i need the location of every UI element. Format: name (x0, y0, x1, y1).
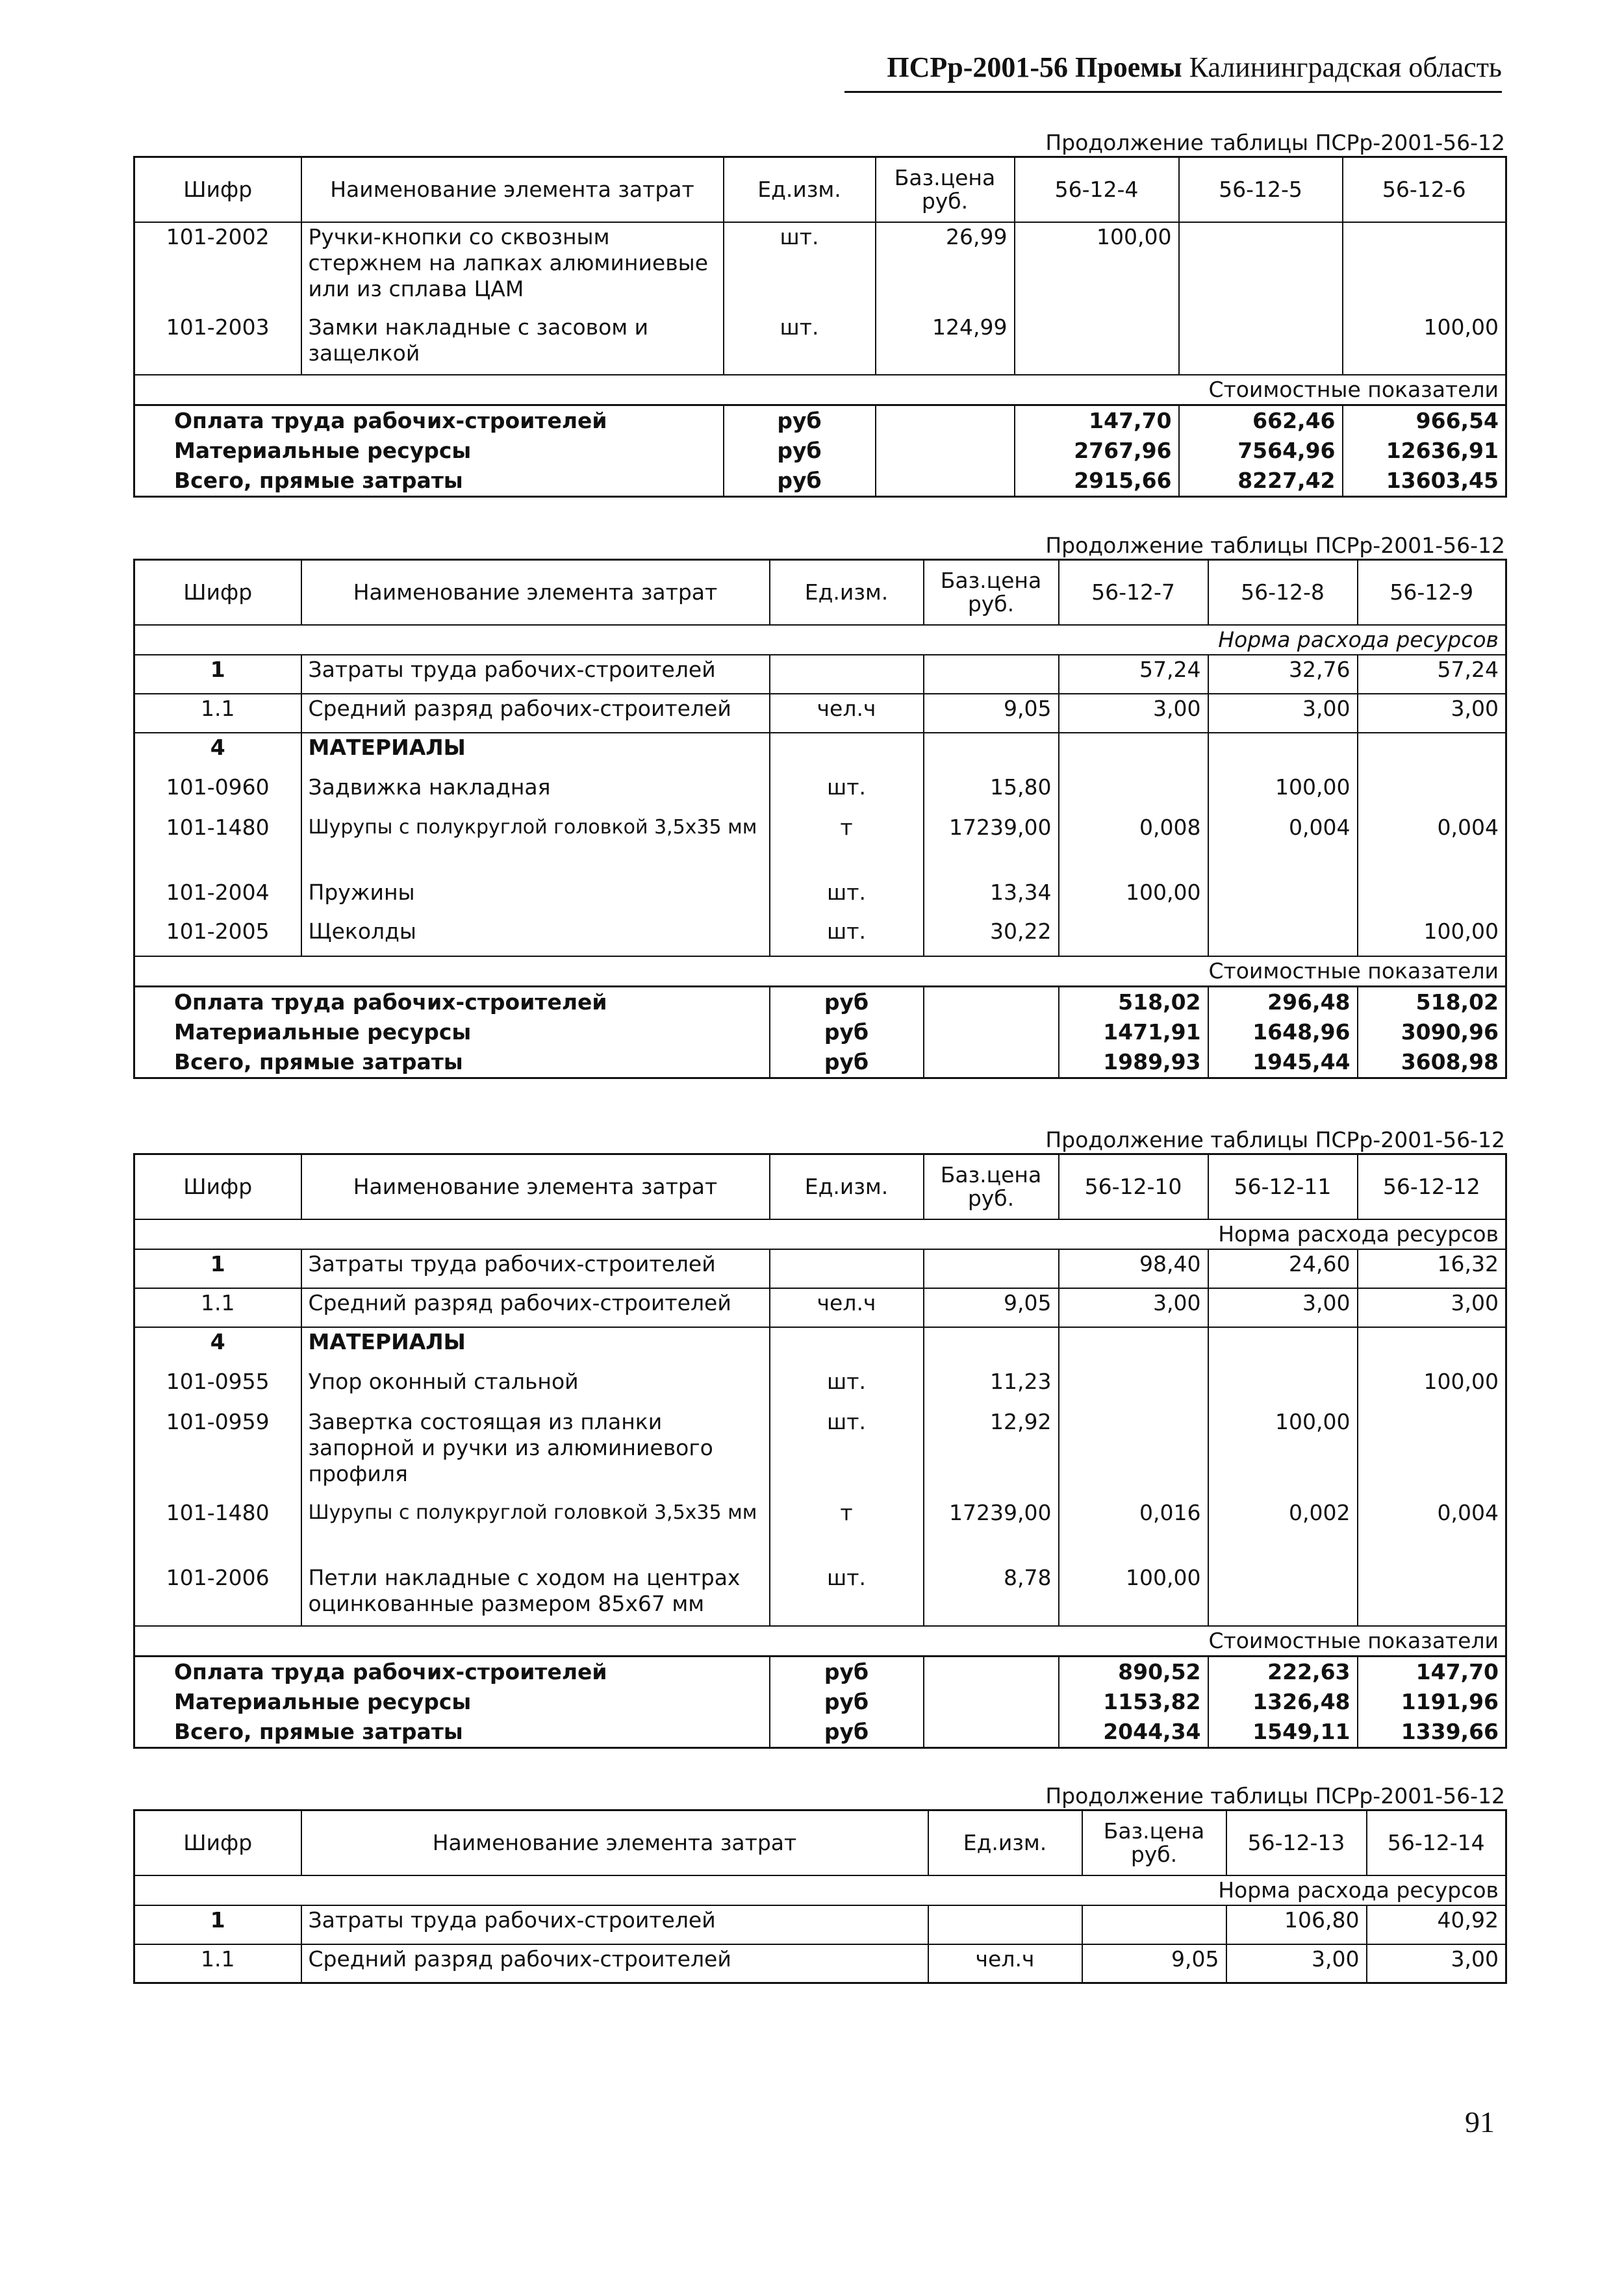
empty-cell (1059, 733, 1208, 773)
total-label: Всего, прямые затраты (134, 466, 724, 497)
row-value: 3,00 (1059, 694, 1208, 733)
cost-band-label: Стоимостные показатели (134, 1626, 1506, 1657)
row-unit: шт. (770, 1564, 924, 1626)
row-value: 16,32 (1358, 1249, 1506, 1288)
header-rule (844, 91, 1502, 93)
row-name: Щеколды (301, 917, 770, 956)
cost-band-row (134, 956, 1506, 987)
row-unit: т (770, 813, 924, 878)
table-row (134, 1499, 1506, 1564)
row-value (1208, 1564, 1358, 1626)
unit-rub: руб (770, 1717, 924, 1748)
wage-value: 222,63 (1208, 1656, 1358, 1687)
row-price: 17239,00 (924, 1499, 1059, 1564)
row-code: 4 (134, 1327, 301, 1367)
materials-total-row (134, 1017, 1506, 1047)
col-unit-header: Ед.изм. (770, 560, 924, 625)
row-value (1015, 313, 1179, 375)
row-price: 17239,00 (924, 813, 1059, 878)
col-unit-header: Ед.изм. (724, 157, 876, 222)
col-name-header: Наименование элемента затрат (301, 560, 770, 625)
empty-cell (1208, 1327, 1358, 1367)
unit-rub: руб (724, 405, 876, 436)
row-price (924, 1249, 1059, 1288)
row-unit (770, 1249, 924, 1288)
table-row (134, 1288, 1506, 1327)
total-value: 8227,42 (1179, 466, 1343, 497)
row-price (1082, 1905, 1226, 1944)
row-value: 32,76 (1208, 655, 1358, 694)
table-header-row (134, 1810, 1506, 1875)
unit-rub: руб (770, 1047, 924, 1078)
row-name: Средний разряд рабочих-строителей (301, 1944, 928, 1983)
row-price: 11,23 (924, 1367, 1059, 1408)
row-unit: т (770, 1499, 924, 1564)
row-value: 0,002 (1208, 1499, 1358, 1564)
norm-band-label: Норма расхода ресурсов (134, 625, 1506, 655)
resource-table (133, 1809, 1507, 1984)
norm-band-label: Норма расхода ресурсов (134, 1875, 1506, 1905)
row-name: Шурупы с полукруглой головкой 3,5х35 мм (301, 813, 770, 878)
row-code: 4 (134, 733, 301, 773)
row-value: 3,00 (1208, 1288, 1358, 1327)
row-value: 100,00 (1343, 313, 1506, 375)
row-code: 101-1480 (134, 813, 301, 878)
row-value (1358, 1408, 1506, 1499)
row-value: 100,00 (1208, 773, 1358, 813)
row-code: 101-2002 (134, 222, 301, 313)
resource-table (133, 559, 1507, 1079)
total-value: 1339,66 (1358, 1717, 1506, 1748)
row-code: 1 (134, 655, 301, 694)
row-price: 13,34 (924, 878, 1059, 917)
materials-label: Материальные ресурсы (134, 1017, 770, 1047)
row-value (1059, 1408, 1208, 1499)
row-price: 8,78 (924, 1564, 1059, 1626)
empty-cell (924, 1717, 1059, 1748)
row-price: 9,05 (1082, 1944, 1226, 1983)
table-header-row (134, 157, 1506, 222)
wage-label: Оплата труда рабочих-строителей (134, 986, 770, 1017)
table-caption: Продолжение таблицы ПСРр-2001-56-12 (1045, 1783, 1505, 1809)
row-price: 12,92 (924, 1408, 1059, 1499)
table-caption: Продолжение таблицы ПСРр-2001-56-12 (1045, 1127, 1505, 1152)
row-code: 1.1 (134, 1288, 301, 1327)
row-price: 26,99 (876, 222, 1015, 313)
total-value: 1945,44 (1208, 1047, 1358, 1078)
cost-band-label: Стоимостные показатели (134, 375, 1506, 405)
wage-value: 518,02 (1059, 986, 1208, 1017)
col-norm-header: 56-12-5 (1179, 157, 1343, 222)
unit-rub: руб (770, 1017, 924, 1047)
total-value: 1549,11 (1208, 1717, 1358, 1748)
row-value: 0,004 (1358, 813, 1506, 878)
col-norm-header: 56-12-7 (1059, 560, 1208, 625)
empty-cell (924, 1327, 1059, 1367)
wage-value: 662,46 (1179, 405, 1343, 436)
row-value: 0,016 (1059, 1499, 1208, 1564)
table-row (134, 655, 1506, 694)
norm-band-row (134, 1875, 1506, 1905)
materials-value: 7564,96 (1179, 436, 1343, 466)
col-price-header: Баз.цена руб. (876, 157, 1015, 222)
row-code: 101-1480 (134, 1499, 301, 1564)
total-value: 2915,66 (1015, 466, 1179, 497)
row-value: 3,00 (1226, 1944, 1367, 1983)
table-row (134, 917, 1506, 956)
table-block-3 (133, 1127, 1505, 1749)
row-value: 100,00 (1059, 878, 1208, 917)
row-code: 101-2003 (134, 313, 301, 375)
wage-value: 296,48 (1208, 986, 1358, 1017)
row-code: 101-2006 (134, 1564, 301, 1626)
row-value (1208, 1367, 1358, 1408)
empty-cell (876, 436, 1015, 466)
table-header-row (134, 560, 1506, 625)
row-price: 124,99 (876, 313, 1015, 375)
empty-cell (770, 1327, 924, 1367)
table-row (134, 694, 1506, 733)
row-value: 0,004 (1208, 813, 1358, 878)
total-value: 3608,98 (1358, 1047, 1506, 1078)
row-value: 3,00 (1367, 1944, 1506, 1983)
col-name-header: Наименование элемента затрат (301, 157, 724, 222)
materials-value: 1153,82 (1059, 1687, 1208, 1717)
row-code: 1 (134, 1905, 301, 1944)
materials-value: 12636,91 (1343, 436, 1506, 466)
table-block-2 (133, 533, 1505, 1079)
materials-value: 1191,96 (1358, 1687, 1506, 1717)
total-value: 2044,34 (1059, 1717, 1208, 1748)
row-value: 3,00 (1358, 694, 1506, 733)
empty-cell (1358, 733, 1506, 773)
col-name-header: Наименование элемента затрат (301, 1154, 770, 1219)
wage-label: Оплата труда рабочих-строителей (134, 1656, 770, 1687)
empty-cell (924, 986, 1059, 1017)
row-unit: шт. (770, 773, 924, 813)
row-unit: шт. (770, 878, 924, 917)
materials-label: Материальные ресурсы (134, 436, 724, 466)
empty-cell (876, 466, 1015, 497)
empty-cell (924, 1656, 1059, 1687)
row-value: 100,00 (1208, 1408, 1358, 1499)
row-name: Петли накладные с ходом на центрах оцинкованные размером 85х67 мм (301, 1564, 770, 1626)
row-value (1358, 773, 1506, 813)
row-value: 3,00 (1059, 1288, 1208, 1327)
row-name: Шурупы с полукруглой головкой 3,5х35 мм (301, 1499, 770, 1564)
row-value: 40,92 (1367, 1905, 1506, 1944)
unit-rub: руб (770, 986, 924, 1017)
col-price-header: Баз.цена руб. (924, 1154, 1059, 1219)
row-value (1358, 1564, 1506, 1626)
resource-table (133, 1153, 1507, 1749)
cost-band-row (134, 375, 1506, 405)
row-code: 101-0955 (134, 1367, 301, 1408)
total-value: 1989,93 (1059, 1047, 1208, 1078)
row-value: 100,00 (1015, 222, 1179, 313)
col-price-header: Баз.цена руб. (924, 560, 1059, 625)
materials-value: 1648,96 (1208, 1017, 1358, 1047)
col-code-header: Шифр (134, 1154, 301, 1219)
section-title: МАТЕРИАЛЫ (301, 1327, 770, 1367)
wage-total-row (134, 986, 1506, 1017)
unit-rub: руб (724, 466, 876, 497)
col-norm-header: 56-12-11 (1208, 1154, 1358, 1219)
col-norm-header: 56-12-10 (1059, 1154, 1208, 1219)
col-norm-header: 56-12-6 (1343, 157, 1506, 222)
row-price: 9,05 (924, 694, 1059, 733)
row-value: 24,60 (1208, 1249, 1358, 1288)
total-label: Всего, прямые затраты (134, 1717, 770, 1748)
table-row (134, 878, 1506, 917)
materials-value: 3090,96 (1358, 1017, 1506, 1047)
row-value: 106,80 (1226, 1905, 1367, 1944)
row-unit: чел.ч (770, 694, 924, 733)
row-value (1059, 773, 1208, 813)
col-code-header: Шифр (134, 1810, 301, 1875)
row-unit (928, 1905, 1082, 1944)
empty-cell (876, 405, 1015, 436)
col-name-header: Наименование элемента затрат (301, 1810, 928, 1875)
empty-cell (770, 733, 924, 773)
row-unit: шт. (724, 313, 876, 375)
table-row (134, 313, 1506, 375)
norm-band-row (134, 625, 1506, 655)
col-norm-header: 56-12-12 (1358, 1154, 1506, 1219)
table-caption: Продолжение таблицы ПСРр-2001-56-12 (1045, 533, 1505, 558)
table-row (134, 1905, 1506, 1944)
wage-value: 518,02 (1358, 986, 1506, 1017)
unit-rub: руб (770, 1656, 924, 1687)
row-unit: шт. (770, 917, 924, 956)
page-number: 91 (1465, 2105, 1495, 2139)
empty-cell (1208, 733, 1358, 773)
table-row (134, 1944, 1506, 1983)
row-code: 1.1 (134, 694, 301, 733)
col-price-header: Баз.цена руб. (1082, 1810, 1226, 1875)
table-block-4 (133, 1783, 1505, 1984)
table-row (134, 1408, 1506, 1499)
row-name: Упор оконный стальной (301, 1367, 770, 1408)
row-unit (770, 655, 924, 694)
col-norm-header: 56-12-9 (1358, 560, 1506, 625)
empty-cell (924, 1017, 1059, 1047)
row-name: Задвижка накладная (301, 773, 770, 813)
row-value (1179, 313, 1343, 375)
cost-band-row (134, 1626, 1506, 1657)
materials-value: 1326,48 (1208, 1687, 1358, 1717)
total-value: 13603,45 (1343, 466, 1506, 497)
row-code: 101-2005 (134, 917, 301, 956)
row-unit: шт. (724, 222, 876, 313)
region-name: Калининградская область (1189, 51, 1502, 83)
row-code: 101-0960 (134, 773, 301, 813)
row-unit: чел.ч (770, 1288, 924, 1327)
col-norm-header: 56-12-8 (1208, 560, 1358, 625)
cost-band-label: Стоимостные показатели (134, 956, 1506, 987)
col-norm-header: 56-12-14 (1367, 1810, 1506, 1875)
wage-value: 890,52 (1059, 1656, 1208, 1687)
empty-cell (924, 733, 1059, 773)
wage-total-row (134, 1656, 1506, 1687)
row-value: 57,24 (1059, 655, 1208, 694)
row-value: 57,24 (1358, 655, 1506, 694)
wage-total-row (134, 405, 1506, 436)
table-header-row (134, 1154, 1506, 1219)
table-block-1 (133, 130, 1505, 498)
col-code-header: Шифр (134, 157, 301, 222)
row-code: 101-2004 (134, 878, 301, 917)
row-value (1358, 878, 1506, 917)
section-title: МАТЕРИАЛЫ (301, 733, 770, 773)
wage-value: 147,70 (1015, 405, 1179, 436)
row-price: 15,80 (924, 773, 1059, 813)
col-code-header: Шифр (134, 560, 301, 625)
total-label: Всего, прямые затраты (134, 1047, 770, 1078)
row-value (1208, 878, 1358, 917)
row-name: Замки накладные с засовом и защелкой (301, 313, 724, 375)
row-value (1343, 222, 1506, 313)
table-row (134, 1564, 1506, 1626)
section-row (134, 1327, 1506, 1367)
unit-rub: руб (770, 1687, 924, 1717)
row-price: 9,05 (924, 1288, 1059, 1327)
direct-costs-row (134, 1047, 1506, 1078)
row-unit: чел.ч (928, 1944, 1082, 1983)
table-row (134, 813, 1506, 878)
row-value: 3,00 (1208, 694, 1358, 733)
section-row (134, 733, 1506, 773)
table-caption: Продолжение таблицы ПСРр-2001-56-12 (1045, 130, 1505, 155)
empty-cell (924, 1687, 1059, 1717)
col-norm-header: 56-12-13 (1226, 1810, 1367, 1875)
empty-cell (924, 1047, 1059, 1078)
wage-label: Оплата труда рабочих-строителей (134, 405, 724, 436)
row-name: Завертка состоящая из планки запорной и ручки из алюминиевого профиля (301, 1408, 770, 1499)
direct-costs-row (134, 1717, 1506, 1748)
row-code: 1.1 (134, 1944, 301, 1983)
row-value (1179, 222, 1343, 313)
materials-total-row (134, 436, 1506, 466)
row-value (1208, 917, 1358, 956)
norm-band-row (134, 1219, 1506, 1249)
row-name: Пружины (301, 878, 770, 917)
table-row (134, 773, 1506, 813)
row-name: Затраты труда рабочих-строителей (301, 1249, 770, 1288)
row-value (1059, 1367, 1208, 1408)
table-row (134, 1367, 1506, 1408)
row-value: 98,40 (1059, 1249, 1208, 1288)
col-unit-header: Ед.изм. (928, 1810, 1082, 1875)
table-row (134, 1249, 1506, 1288)
empty-cell (1358, 1327, 1506, 1367)
row-name: Затраты труда рабочих-строителей (301, 655, 770, 694)
col-norm-header: 56-12-4 (1015, 157, 1179, 222)
row-code: 101-0959 (134, 1408, 301, 1499)
row-name: Ручки-кнопки со сквозным стержнем на лапках алюминиевые или из сплава ЦАМ (301, 222, 724, 313)
page-header (887, 51, 1502, 84)
row-value: 0,004 (1358, 1499, 1506, 1564)
materials-value: 2767,96 (1015, 436, 1179, 466)
col-unit-header: Ед.изм. (770, 1154, 924, 1219)
materials-label: Материальные ресурсы (134, 1687, 770, 1717)
materials-total-row (134, 1687, 1506, 1717)
row-value: 100,00 (1358, 1367, 1506, 1408)
direct-costs-row (134, 466, 1506, 497)
resource-table (133, 156, 1507, 498)
row-name: Средний разряд рабочих-строителей (301, 1288, 770, 1327)
row-unit: шт. (770, 1408, 924, 1499)
row-value: 100,00 (1358, 917, 1506, 956)
unit-rub: руб (724, 436, 876, 466)
document-code: ПСРр-2001-56 Проемы (887, 51, 1182, 83)
wage-value: 147,70 (1358, 1656, 1506, 1687)
row-price (924, 655, 1059, 694)
row-value: 100,00 (1059, 1564, 1208, 1626)
row-value: 3,00 (1358, 1288, 1506, 1327)
row-price: 30,22 (924, 917, 1059, 956)
row-value: 0,008 (1059, 813, 1208, 878)
row-value (1059, 917, 1208, 956)
row-code: 1 (134, 1249, 301, 1288)
materials-value: 1471,91 (1059, 1017, 1208, 1047)
row-name: Затраты труда рабочих-строителей (301, 1905, 928, 1944)
norm-band-label: Норма расхода ресурсов (134, 1219, 1506, 1249)
table-row (134, 222, 1506, 313)
row-unit: шт. (770, 1367, 924, 1408)
empty-cell (1059, 1327, 1208, 1367)
row-name: Средний разряд рабочих-строителей (301, 694, 770, 733)
wage-value: 966,54 (1343, 405, 1506, 436)
